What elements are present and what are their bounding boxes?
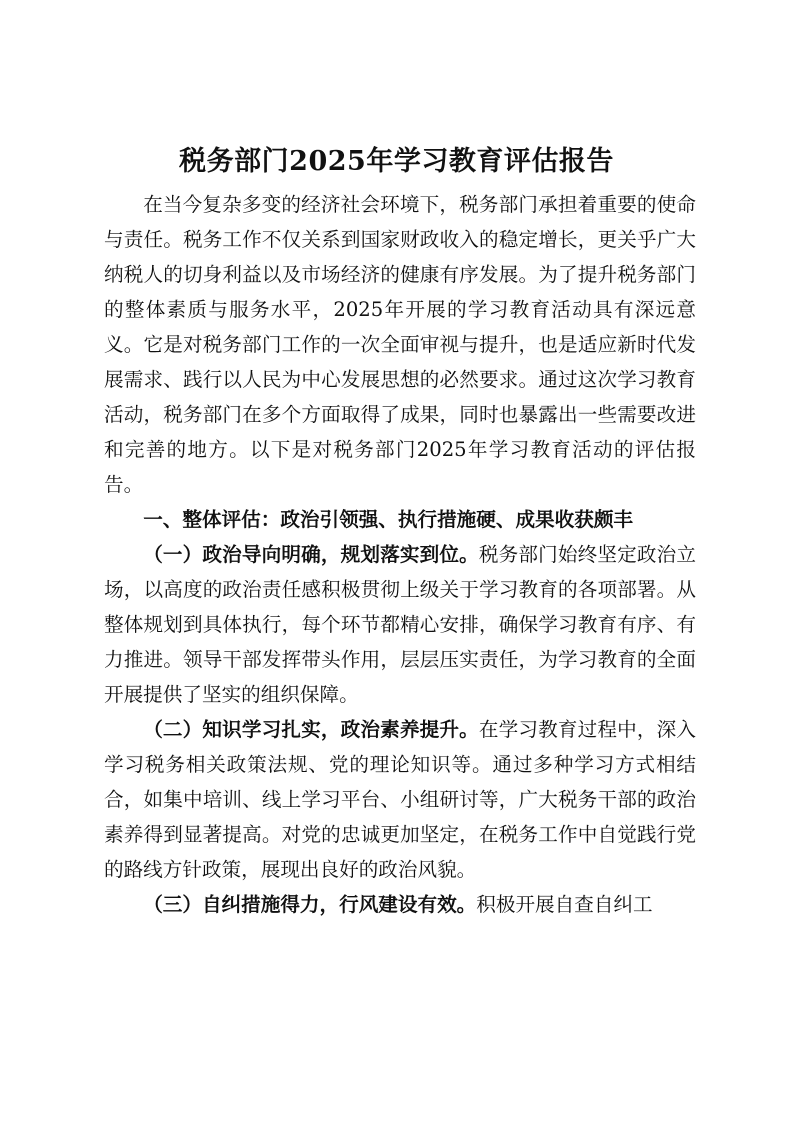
- section-heading-1: 一、整体评估：政治引领强、执行措施硬、成果收获颇丰: [143, 508, 634, 531]
- item-paragraph-3: [104, 887, 696, 922]
- item-paragraph-2: [104, 712, 696, 887]
- item-lead-3: （三）自纠措施得力，行风建设有效。: [143, 893, 477, 916]
- item-lead-1: （一）政治导向明确，规划落实到位。: [143, 543, 479, 566]
- intro-paragraph: 在当今复杂多变的经济社会环境下，税务部门承担着重要的使命与责任。税务工作不仅关系到国家财政收入的稳定增长，更关乎广大纳税人的切身利益以及市场经济的健康有序发展。为了提升税务部门的整体素质与服务水平，2025年开展的学习教育活动具有深远意义。它是对税务部门工作的一次全面审视与提升，也是适应新时代发展需求、践行以人民为中心发展思想的必然要求。通过这次学习教育活动，税务部门在多个方面取得了成果，同时也暴露出一些需要改进和完善的地方。以下是对税务部门2025年学习教育活动的评估报告。: [104, 193, 696, 496]
- document-title: 税务部门2025年学习教育评估报告: [179, 146, 614, 177]
- item-text-3: 积极开展自查自纠工: [476, 893, 653, 916]
- document-body: [104, 187, 696, 922]
- item-paragraph-1: [104, 537, 696, 712]
- item-text-2: 在学习教育过程中，深入学习税务相关政策法规、党的理论知识等。通过多种学习方式相结合，如集中培训、线上学习平台、小组研讨等，广大税务干部的政治素养得到显著提高。对党的忠诚更加坚定，在税务工作中自觉践行党的路线方针政策，展现出良好的政治风貌。: [104, 718, 697, 881]
- item-text-1: 税务部门始终坚定政治立场，以高度的政治责任感积极贯彻上级关于学习教育的各项部署。从整体规划到具体执行，每个环节都精心安排，确保学习教育有序、有力推进。领导干部发挥带头作用，层层压实责任，为学习教育的全面开展提供了坚实的组织保障。: [104, 543, 697, 706]
- item-lead-2: （二）知识学习扎实，政治素养提升。: [143, 718, 479, 741]
